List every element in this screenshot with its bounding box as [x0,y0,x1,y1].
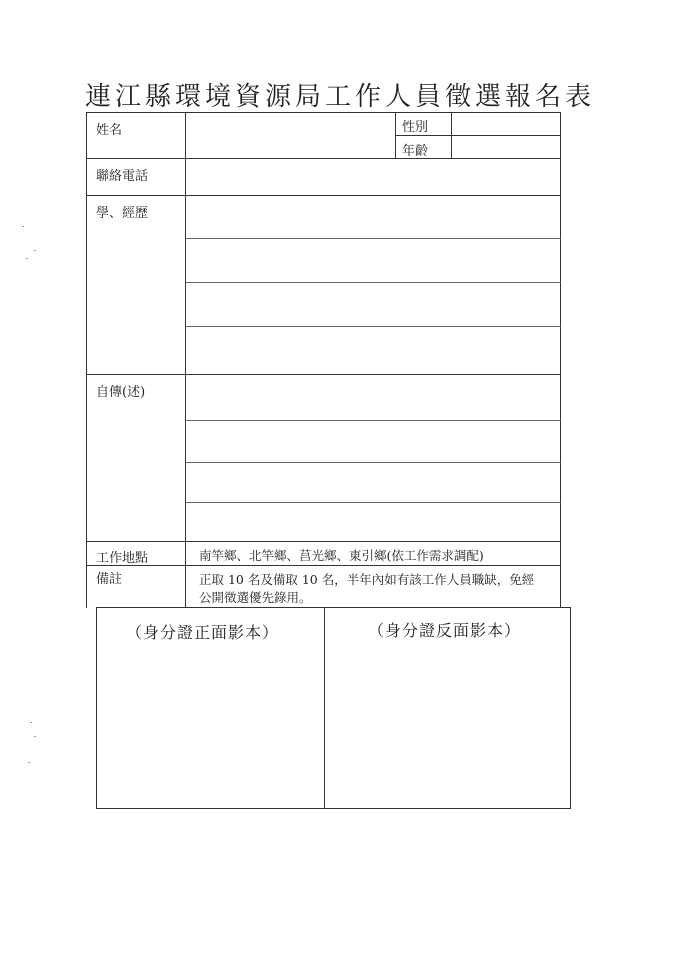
form-title: 連江縣環境資源局工作人員徵選報名表 [84,82,595,112]
id-front-copy-area[interactable] [97,645,323,807]
autobiography-label: 自傳(述) [96,385,146,400]
education-label: 學、經歷 [96,206,149,221]
gender-label: 性別 [402,120,429,135]
phone-field[interactable] [186,159,560,195]
education-field[interactable] [186,196,560,374]
row-divider-work-location [86,565,561,566]
scan-speck [34,250,36,251]
gender-field[interactable] [452,113,560,135]
work-location-label: 工作地點 [96,551,149,566]
autobiography-field[interactable] [186,375,560,541]
id-back-copy-area[interactable] [325,645,569,807]
scan-speck [26,258,28,259]
age-field[interactable] [452,136,560,158]
remarks-label: 備註 [96,572,123,587]
scan-speck [28,762,30,763]
name-field[interactable] [186,113,395,158]
scan-speck [30,722,32,723]
age-label: 年齡 [402,144,429,159]
id-front-copy-label: （身分證正面影本） [126,623,280,642]
table-bottom-border [96,607,571,608]
name-label: 姓名 [96,123,123,138]
remarks-line-1: 正取 10 名及備取 10 名，半年內如有該工作人員職缺，免經 [199,572,535,587]
table-left-border [86,112,87,608]
table-right-border [560,112,561,608]
work-location-value: 南竿鄉、北竿鄉、莒光鄉、東引鄉(依工作需求調配) [199,548,484,563]
phone-label: 聯絡電話 [96,169,149,184]
id-box-right-border [570,607,571,809]
scan-speck [22,226,24,227]
row-divider-autobiography [86,541,561,542]
remarks-line-2: 公開徵選優先錄用。 [199,590,312,605]
id-box-bottom-border [96,808,571,809]
id-back-copy-label: （身分證反面影本） [368,621,522,640]
scan-speck [34,736,36,737]
